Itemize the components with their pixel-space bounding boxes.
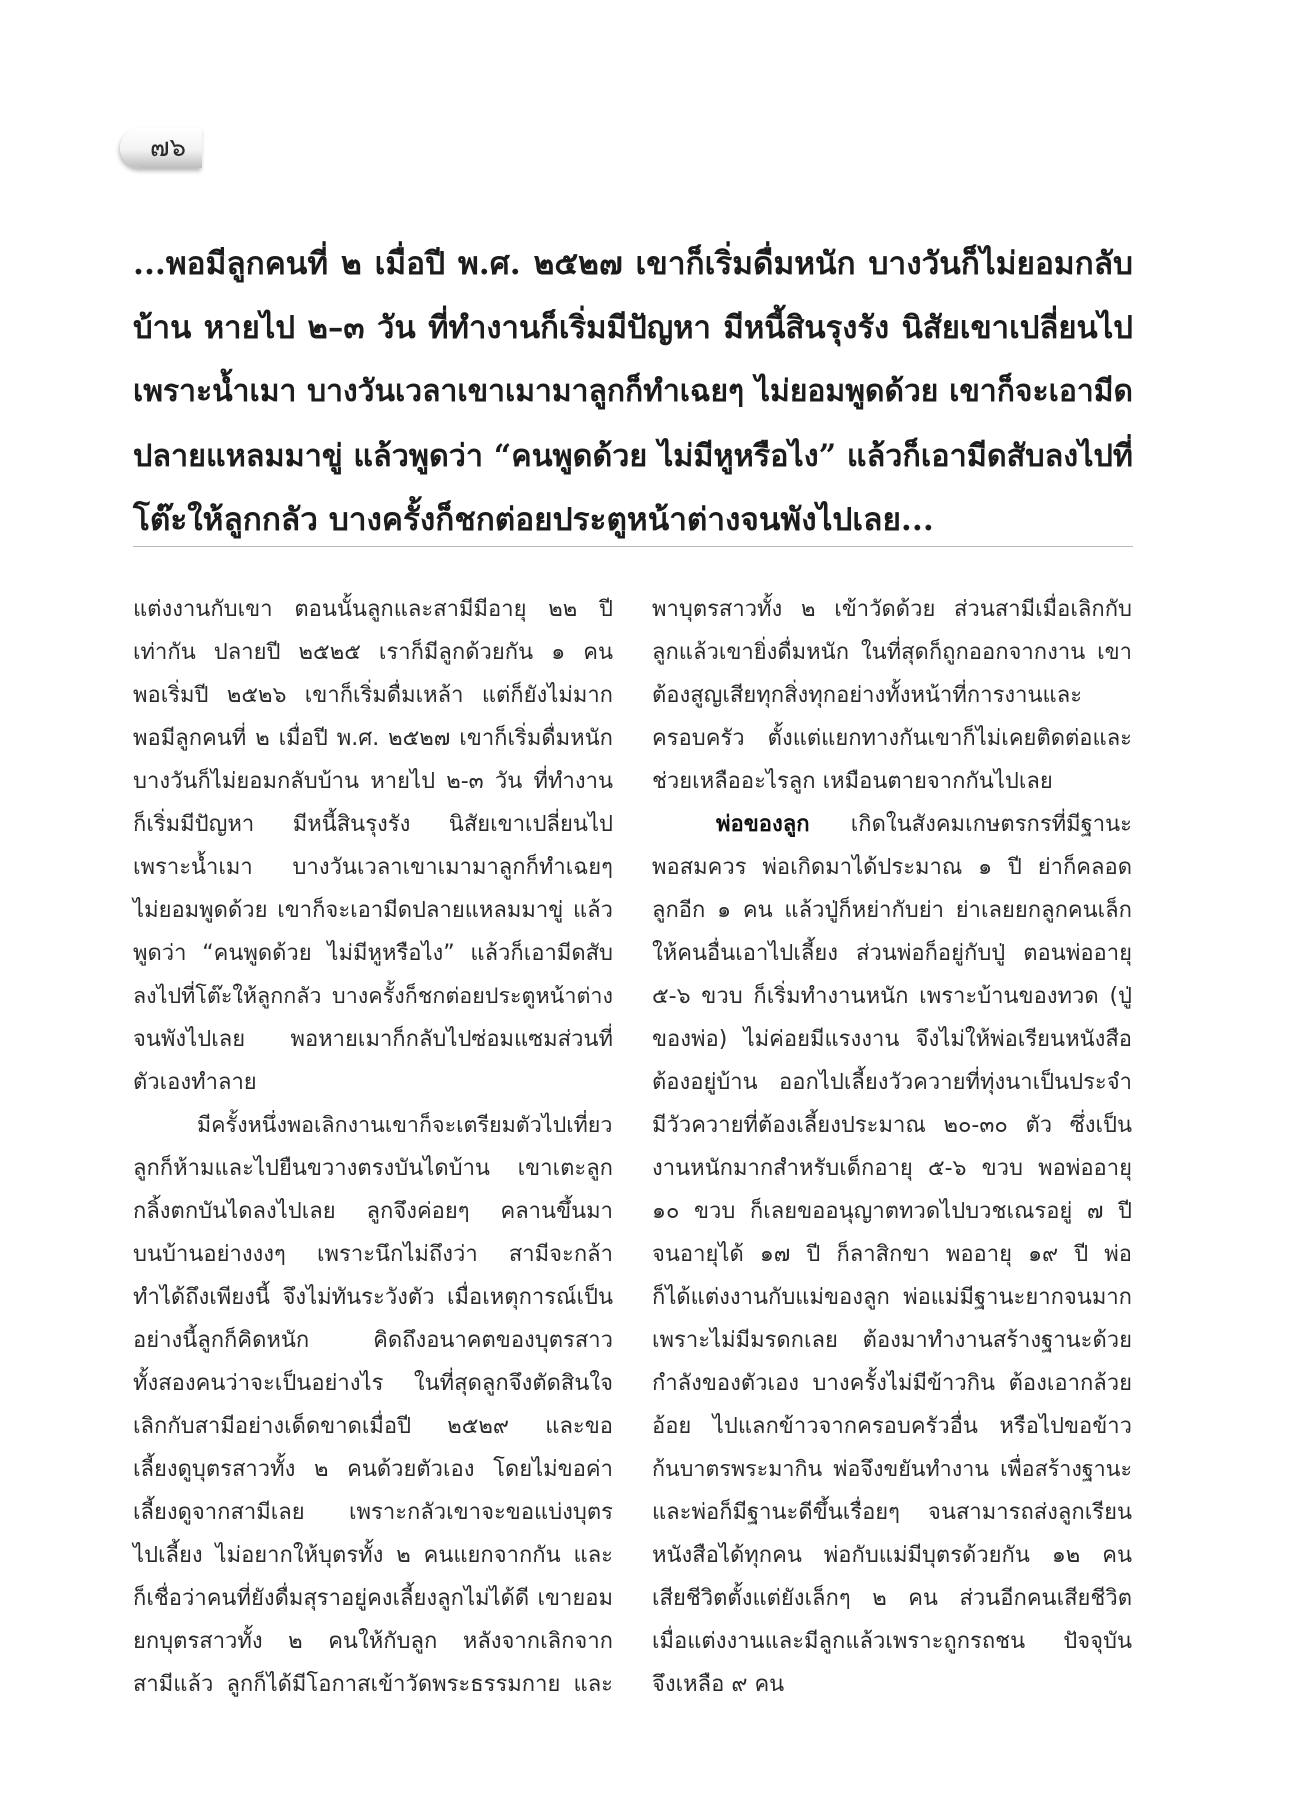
section-lead-bold: พ่อของลูก bbox=[716, 812, 810, 837]
body-line: ๑๐ ขวบ ก็เลยขออนุญาตทวดไปบวชเณรอยู่ ๗ ปี bbox=[652, 1199, 1132, 1224]
body-line: พูดว่า “คนพูดด้วย ไม่มีหูหรือไง” แล้วก็เอามีดสับ bbox=[133, 941, 613, 966]
right-column bbox=[652, 588, 1132, 1706]
body-line: หนังสือได้ทุกคน พ่อกับแม่มีบุตรด้วยกัน ๑๒ คน bbox=[652, 1543, 1132, 1568]
body-line: ตัวเองทำลาย bbox=[133, 1070, 257, 1095]
body-line: เพราะไม่มีมรดกเลย ต้องมาทำงานสร้างฐานะด้วย bbox=[652, 1328, 1132, 1353]
body-line: ของพ่อ) ไม่ค่อยมีแรงงาน จึงไม่ให้พ่อเรียนหนังสือ bbox=[652, 1027, 1132, 1052]
body-line: มีวัวควายที่ต้องเลี้ยงประมาณ ๒๐-๓๐ ตัว ซึ่งเป็น bbox=[652, 1113, 1132, 1138]
body-line: กลิ้งตกบันไดลงไปเลย ลูกจึงค่อยๆ คลานขึ้นมา bbox=[133, 1199, 613, 1224]
body-line: พาบุตรสาวทั้ง ๒ เข้าวัดด้วย ส่วนสามีเมื่อเลิกกับ bbox=[652, 597, 1132, 622]
body-line: แต่งงานกับเขา ตอนนั้นลูกและสามีมีอายุ ๒๒ ปี bbox=[133, 597, 613, 622]
pull-quote-line: บ้าน หายไป ๒–๓ วัน ที่ทำงานก็เริ่มมีปัญหา มีหนี้สินรุงรัง นิสัยเขาเปลี่ยนไป bbox=[133, 310, 1133, 346]
body-line: เมื่อแต่งงานและมีลูกแล้วเพราะถูกรถชน ปัจจุบัน bbox=[652, 1629, 1132, 1654]
body-line: ไปเลี้ยง ไม่อยากให้บุตรทั้ง ๒ คนแยกจากกัน และ bbox=[133, 1543, 613, 1568]
body-line: อ้อย ไปแลกข้าวจากครอบครัวอื่น หรือไปขอข้าว bbox=[652, 1414, 1132, 1439]
section-divider bbox=[133, 546, 1133, 547]
body-line: อย่างนี้ลูกก็คิดหนัก คิดถึงอนาคตของบุตรสาว bbox=[133, 1328, 613, 1353]
body-line: งานหนักมากสำหรับเด็กอายุ ๕-๖ ขวบ พอพ่ออายุ bbox=[652, 1156, 1132, 1181]
body-line: ก้นบาตรพระมากิน พ่อจึงขยันทำงาน เพื่อสร้างฐานะ bbox=[652, 1457, 1132, 1482]
body-line: จนอายุได้ ๑๗ ปี ก็ลาสิกขา พออายุ ๑๙ ปี พ่อ bbox=[652, 1242, 1132, 1267]
body-line: ทั้งสองคนว่าจะเป็นอย่างไร ในที่สุดลูกจึงตัดสินใจ bbox=[133, 1371, 613, 1396]
body-line: และพ่อก็มีฐานะดีขึ้นเรื่อยๆ จนสามารถส่งลูกเรียน bbox=[652, 1500, 1132, 1525]
body-line: พอสมควร พ่อเกิดมาได้ประมาณ ๑ ปี ย่าก็คลอด bbox=[652, 855, 1132, 880]
body-line: เลิกกับสามีอย่างเด็ดขาดเมื่อปี ๒๕๒๙ และขอ bbox=[133, 1414, 613, 1439]
body-line: ลูกก็ห้ามและไปยืนขวางตรงบันไดบ้าน เขาเตะลูก bbox=[133, 1156, 613, 1181]
pull-quote bbox=[133, 232, 1133, 552]
body-line: เลี้ยงดูบุตรสาวทั้ง ๒ คนด้วยตัวเอง โดยไม่ขอค่า bbox=[133, 1457, 613, 1482]
body-line: ทำได้ถึงเพียงนี้ จึงไม่ทันระวังตัว เมื่อเหตุการณ์เป็น bbox=[133, 1285, 613, 1310]
body-line-text: เกิดในสังคมเกษตรกรที่มีฐานะ bbox=[850, 812, 1132, 837]
left-column bbox=[133, 588, 613, 1706]
body-line: เพราะน้ำเมา บางวันเวลาเขาเมามาลูกก็ทำเฉยๆ bbox=[133, 855, 613, 880]
body-line: บางวันก็ไม่ยอมกลับบ้าน หายไป ๒-๓ วัน ที่ทำงาน bbox=[133, 769, 613, 794]
body-line: ก็ได้แต่งงานกับแม่ของลูก พ่อแม่มีฐานะยากจนมาก bbox=[652, 1285, 1132, 1310]
body-line: ไม่ยอมพูดด้วย เขาก็จะเอามีดปลายแหลมมาขู่ แล้ว bbox=[133, 898, 613, 923]
pull-quote-line: โต๊ะให้ลูกกลัว บางครั้งก็ชกต่อยประตูหน้าต่างจนพังไปเลย... bbox=[133, 501, 934, 538]
body-line: เท่ากัน ปลายปี ๒๕๒๕ เราก็มีลูกด้วยกัน ๑ คน bbox=[133, 640, 613, 665]
body-line: จนพังไปเลย พอหายเมาก็กลับไปซ่อมแซมส่วนที่ bbox=[133, 1027, 613, 1052]
body-line: ช่วยเหลืออะไรลูก เหมือนตายจากกันไปเลย bbox=[652, 769, 1053, 794]
body-line: ต้องอยู่บ้าน ออกไปเลี้ยงวัวควายที่ทุ่งนาเป็นประจำ bbox=[652, 1070, 1132, 1095]
body-line: ต้องสูญเสียทุกสิ่งทุกอย่างทั้งหน้าที่การงานและ bbox=[652, 683, 1083, 708]
body-line: กำลังของตัวเอง บางครั้งไม่มีข้าวกิน ต้องเอากล้วย bbox=[652, 1371, 1132, 1396]
body-line: ให้คนอื่นเอาไปเลี้ยง ส่วนพ่อก็อยู่กับปู่ ตอนพ่ออายุ bbox=[652, 941, 1132, 966]
body-line: มีครั้งหนึ่งพอเลิกงานเขาก็จะเตรียมตัวไปเที่ยว bbox=[197, 1113, 613, 1138]
page-number: ๗๖ bbox=[150, 133, 187, 163]
body-line: ลูกอีก ๑ คน แล้วปู่ก็หย่ากับย่า ย่าเลยยกลูกคนเล็ก bbox=[652, 898, 1132, 923]
body-line: ยกบุตรสาวทั้ง ๒ คนให้กับลูก หลังจากเลิกจาก bbox=[133, 1629, 613, 1654]
body-line: เลี้ยงดูจากสามีเลย เพราะกลัวเขาจะขอแบ่งบุตร bbox=[133, 1500, 613, 1525]
body-line: ก็เชื่อว่าคนที่ยังดื่มสุราอยู่คงเลี้ยงลูกไม่ได้ดี เขายอม bbox=[133, 1586, 613, 1611]
pull-quote-line: ปลายแหลมมาขู่ แล้วพูดว่า “คนพูดด้วย ไม่มีหูหรือไง” แล้วก็เอามีดสับลงไปที่ bbox=[133, 438, 1133, 474]
body-line: ก็เริ่มมีปัญหา มีหนี้สินรุงรัง นิสัยเขาเปลี่ยนไป bbox=[133, 812, 613, 837]
body-line: ลงไปที่โต๊ะให้ลูกกลัว บางครั้งก็ชกต่อยประตูหน้าต่าง bbox=[133, 984, 613, 1009]
body-line: พอเริ่มปี ๒๕๒๖ เขาก็เริ่มดื่มเหล้า แต่ก็ยังไม่มาก bbox=[133, 683, 613, 708]
body-line: ลูกแล้วเขายิ่งดื่มหนัก ในที่สุดก็ถูกออกจากงาน เขา bbox=[652, 640, 1132, 665]
body-line: สามีแล้ว ลูกก็ได้มีโอกาสเข้าวัดพระธรรมกาย และ bbox=[133, 1672, 613, 1697]
body-line: ครอบครัว ตั้งแต่แยกทางกันเขาก็ไม่เคยติดต่อและ bbox=[652, 726, 1132, 751]
pull-quote-line: ...พอมีลูกคนที่ ๒ เมื่อปี พ.ศ. ๒๕๒๗ เขาก็เริ่มดื่มหนัก บางวันก็ไม่ยอมกลับ bbox=[133, 245, 1133, 282]
body-line: ๕-๖ ขวบ ก็เริ่มทำงานหนัก เพราะบ้านของทวด (ปู่ bbox=[652, 984, 1132, 1009]
body-line: เสียชีวิตตั้งแต่ยังเล็กๆ ๒ คน ส่วนอีกคนเสียชีวิต bbox=[652, 1586, 1132, 1611]
body-line: พอมีลูกคนที่ ๒ เมื่อปี พ.ศ. ๒๕๒๗ เขาก็เริ่มดื่มหนัก bbox=[133, 726, 613, 751]
pull-quote-line: เพราะน้ำเมา บางวันเวลาเขาเมามาลูกก็ทำเฉยๆ ไม่ยอมพูดด้วย เขาก็จะเอามีด bbox=[133, 374, 1133, 409]
body-line: บนบ้านอย่างงงๆ เพราะนึกไม่ถึงว่า สามีจะกล้า bbox=[133, 1242, 613, 1267]
body-line: จึงเหลือ ๙ คน bbox=[652, 1672, 785, 1697]
body-line bbox=[652, 803, 1132, 846]
